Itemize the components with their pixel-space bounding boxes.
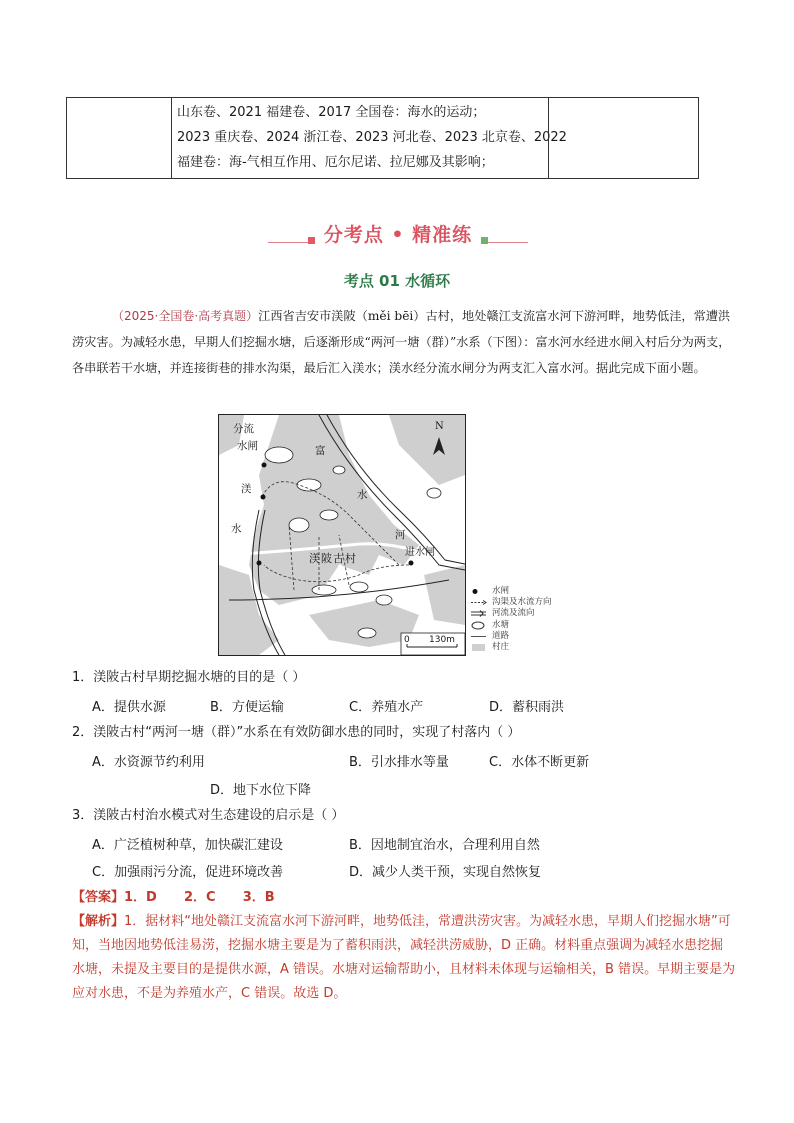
answer-label: 【答案】 — [72, 890, 125, 905]
legend-item — [470, 620, 590, 631]
map-legend — [470, 586, 590, 653]
north-label: N — [435, 421, 444, 432]
q3-option-c[interactable]: C．加强雨污分流，促进环境改善 — [92, 865, 284, 880]
analysis-label: 【解析】 — [72, 914, 125, 929]
village-map — [218, 414, 466, 656]
q1-option-d[interactable]: D．蓄积雨洪 — [489, 700, 565, 715]
answer-text: 1．D 2．C 3．B — [124, 890, 275, 905]
table-line: 福建卷：海-气相互作用、厄尔尼诺、拉尼娜及其影响； — [177, 155, 494, 170]
q2-option-a[interactable]: A．水资源节约利用 — [92, 755, 205, 770]
question-1-stem: 1．渼陂古村早期挖掘水塘的目的是（ ） — [72, 670, 306, 685]
legend-item — [470, 631, 590, 642]
road-icon — [470, 631, 488, 642]
legend-label: 水闸 — [492, 586, 510, 596]
question-3-stem: 3．渼陂古村治水模式对生态建设的启示是（ ） — [72, 808, 345, 823]
legend-item — [470, 586, 590, 597]
heading-dot-right — [481, 237, 488, 244]
legend-item — [470, 642, 590, 653]
legend-label: 村庄 — [492, 641, 510, 652]
kaodian-title: 考点 01 水循环 — [343, 272, 451, 290]
map-label-shuizha: 水闸 — [237, 440, 258, 452]
question-2-stem: 2．渼陂古村“两河一塘（群）”水系在有效防御水患的同时，实现了村落内（ ） — [72, 725, 521, 740]
map-label-fenliu: 分流 — [233, 423, 254, 435]
heading-line-right — [488, 242, 528, 243]
intro-paragraph — [72, 303, 732, 381]
map-label-shui-fu: 水 — [357, 489, 368, 501]
legend-label: 道路 — [492, 630, 510, 641]
scale-length: 130m — [429, 635, 455, 645]
scale-zero: 0 — [404, 635, 410, 645]
q1-option-b[interactable]: B．方便运输 — [210, 700, 284, 715]
legend-label: 沟渠及水流方向 — [492, 597, 552, 608]
map-label-he: 河 — [395, 529, 406, 541]
table-line: 2023 重庆卷、2024 浙江卷、2023 河北卷、2023 北京卷、2022 — [177, 130, 567, 145]
q2-option-c[interactable]: C．水体不断更新 — [489, 755, 590, 770]
table-cell-middle — [177, 100, 567, 175]
q2-option-b[interactable]: B．引水排水等量 — [349, 755, 449, 770]
canal-arrow-icon — [470, 597, 488, 608]
intro-text: 江西省吉安市渼陂（měi bēi）古村，地处赣江支流富水河下游河畔，地势低洼，常遭洪涝灾害。为减轻水患，早期人们挖掘水塘，后逐渐形成“两河一塘（群）”水系（下图）：富水河水经进水闸入村后分为两支，各串联若干水塘，并连接街巷的排水沟渠，最后汇入渼水；渼水经分流水闸分为两支汇入富水河。据此完成下面小题。 — [72, 309, 731, 375]
q2-option-d[interactable]: D．地下水位下降 — [210, 783, 312, 798]
village-icon — [470, 642, 488, 653]
legend-item — [470, 608, 590, 619]
heading-dot-left — [308, 237, 315, 244]
pond-icon — [470, 620, 488, 631]
answer-line — [72, 886, 275, 905]
table-line: 山东卷、2021 福建卷、2017 全国卷：海水的运动； — [177, 105, 486, 120]
map-label-jinshuizha: 进水闸 — [405, 547, 435, 558]
heading-line-left — [268, 242, 308, 243]
section-title: 分考点 • 精准练 — [323, 224, 473, 246]
table-cell-right — [548, 98, 698, 178]
question-source: （2025·全国卷·高考真题） — [112, 309, 259, 323]
q3-option-a[interactable]: A．广泛植树种草，加快碳汇建设 — [92, 838, 283, 853]
map-label-shui-mei: 水 — [231, 523, 242, 535]
syllabus-table — [66, 97, 699, 179]
gate-icon — [470, 586, 488, 597]
analysis-text: 1．据材料“地处赣江支流富水河下游河畔，地势低洼，常遭洪涝灾害。为减轻水患，早期人们挖掘水塘”可知，当地因地势低洼易涝，挖掘水塘主要是为了蓄积雨洪，减轻洪涝威胁，D 正确。材料重点强调为减轻水患挖掘水塘，未提及主要目的是提供水源，A 错误。水塘对运输帮助小，且材料未体现与运输相关，B 错误。早期主要是为应对水患，不是为养殖水产，C 错误。故选 D。 — [72, 914, 736, 1001]
table-cell-left — [67, 98, 172, 178]
q1-option-c[interactable]: C．养殖水产 — [349, 700, 424, 715]
legend-item — [470, 597, 590, 608]
legend-label: 水塘 — [492, 619, 510, 630]
map-label-fu: 富 — [315, 445, 326, 457]
analysis-block — [72, 910, 736, 1006]
q3-option-d[interactable]: D．减少人类干预，实现自然恢复 — [349, 865, 542, 880]
river-icon — [470, 608, 488, 619]
q1-option-a[interactable]: A．提供水源 — [92, 700, 166, 715]
q3-option-b[interactable]: B．因地制宜治水，合理利用自然 — [349, 838, 540, 853]
legend-label: 河流及流向 — [492, 608, 535, 619]
map-label-mei: 渼 — [241, 483, 252, 495]
section-heading — [268, 220, 528, 254]
map-label-village: 渼陂古村 — [309, 552, 357, 565]
